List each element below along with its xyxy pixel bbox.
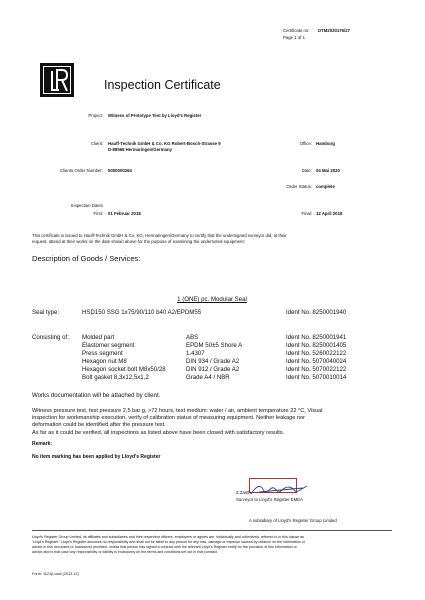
seal-ident: Ident No. 8250001940 xyxy=(286,309,347,316)
final-value: 12 April 2018 xyxy=(316,211,343,216)
date-label: Date: xyxy=(301,168,312,173)
order-no-label: Clients Order Number: xyxy=(60,168,103,173)
final-label: Final: xyxy=(301,211,312,216)
first-value: 01 Februar 2018 xyxy=(108,211,141,216)
component-ident: Ident No. 5260022122 xyxy=(286,350,347,357)
remark-text: No item marking has been applied by Lloyd's Register xyxy=(32,454,161,460)
remark-label: Remark: xyxy=(32,441,53,447)
component-ident: Ident No. 8250001941 xyxy=(286,334,347,341)
footer-disclaimer-line2: 'Lloyd's Register'. Lloyd's Register assumes no responsibility and shall not be liable to any person for any loss, damage or expense caused by reliance on the information or xyxy=(32,540,306,544)
logo-letter-l-stem xyxy=(51,71,53,91)
seal-type-value: HSD150 SSG 1x75/90/110 b40 A2/EPDM55 xyxy=(82,309,202,316)
order-no-value: 5000000264 xyxy=(108,168,132,173)
lloyds-register-logo xyxy=(40,63,74,97)
component-name: Molded part xyxy=(82,334,115,341)
first-label: First: xyxy=(93,211,103,216)
inspection-dates-label: Inspection Dates xyxy=(70,203,103,208)
component-material: DIN 934 / Grade A2 xyxy=(186,358,240,365)
surveyor-name: Z.Zanth xyxy=(236,490,251,495)
component-material: 1.4307 xyxy=(186,350,205,357)
footer-divider xyxy=(32,530,392,531)
client-line2: D-89568 Hermaringen/Germany xyxy=(108,147,173,152)
component-ident: Ident No. 5070010014 xyxy=(286,374,347,381)
description-heading: Description of Goods / Services: xyxy=(32,254,141,263)
witness-line2: inspection for workmanship execution, verify of calibration status of measuring equipment. Neither leakage nor xyxy=(32,415,305,421)
certificate-no: DTM2020176/27 xyxy=(318,28,351,33)
form-number: Form: 1121(Local (2013.12) xyxy=(32,572,79,576)
issue-statement-line1: This certificate is issued to Hauff-Technik GmbH & Co. KG, Hermaringen/Germany to certify that the undersigned surveyor did, at their xyxy=(32,233,287,238)
component-name: Hexagon nut M8 xyxy=(82,358,127,365)
component-ident: Ident No. 8250001405 xyxy=(286,342,347,349)
document-title: Inspection Certificate xyxy=(104,78,221,92)
component-material: DIN 912 / Grade A2 xyxy=(186,366,240,373)
witness-line3: deformation could be identified after the pressure test. xyxy=(32,422,166,428)
client-line1: Hauff-Technik GmbH & Co. KG Robert-Bosch-Strasse 9 xyxy=(108,141,221,146)
seal-type-label: Seal type: xyxy=(32,309,60,316)
component-material: ABS xyxy=(186,334,199,341)
project-label: Project: xyxy=(88,113,103,118)
witness-line1: Witness pressure test, test pressure 2,5 bar g, >72 hours, test medium: water / air, ambient temperature 22 °C, Visual xyxy=(32,408,323,414)
component-name: Hexagon socket bolt M8x50/28 xyxy=(82,366,166,373)
date-value: 04 Mai 2020 xyxy=(316,168,340,173)
component-name: Elastomer segment xyxy=(82,342,135,349)
subsidiary-note: A subsidiary of Lloyd's Register Group Limited xyxy=(249,518,337,523)
witness-line4: As far as it could be verified, all inspections as listed above have been closed with satisfactory results. xyxy=(32,430,285,436)
certificate-no-label: Certificate no: xyxy=(283,28,310,33)
surveyor-caption: Surveyor to Lloyd's Register EMEA xyxy=(236,497,303,502)
office-label: Office: xyxy=(299,141,312,146)
component-material: EPDM 50±5 Shore A xyxy=(186,342,243,349)
logo-letter-r xyxy=(56,69,68,91)
component-ident: Ident No. 5070040024 xyxy=(286,358,347,365)
order-status-label: Order Status: xyxy=(286,184,312,189)
footer-disclaimer-line4: advice and in that case any responsibility or liability is exclusively on the terms and conditions set out in that contract. xyxy=(32,550,218,554)
item-heading: 1 (ONE) pc. Modular Seal xyxy=(177,296,247,303)
client-label: Client: xyxy=(90,141,103,146)
works-documentation: Works documentation will be attached by client. xyxy=(32,392,161,399)
page-of: Page 1 of 1 xyxy=(283,35,305,40)
issue-statement-line2: request, attend at their works on the date shown above for the purpose of examining the undernoted equipment: xyxy=(32,239,245,244)
component-name: Bolt gasket 8,3x12,5x1,2 xyxy=(82,374,149,381)
footer-disclaimer-line1: Lloyd's Register Group Limited, its affiliates and subsidiaries and their respective officers, employees or agents are, individually and collectively, referred to in this clause as xyxy=(32,535,304,539)
order-status-value: complete xyxy=(316,184,335,189)
footer-disclaimer-line3: advice in this document or howsoever provided, unless that person has signed a contract with the relevant Lloyd's Register entity for the provision of this information or xyxy=(32,545,297,549)
project-value: Witness of Prototype Test by Lloyd's Register xyxy=(108,113,202,118)
component-material: Grade A4 / NBR xyxy=(186,374,230,381)
component-name: Press segment xyxy=(82,350,123,357)
consisting-of-label: Consisting of: xyxy=(32,334,69,341)
component-ident: Ident No. 5070022122 xyxy=(286,366,347,373)
logo-frame xyxy=(43,66,71,94)
office-value: Hamburg xyxy=(316,141,335,146)
